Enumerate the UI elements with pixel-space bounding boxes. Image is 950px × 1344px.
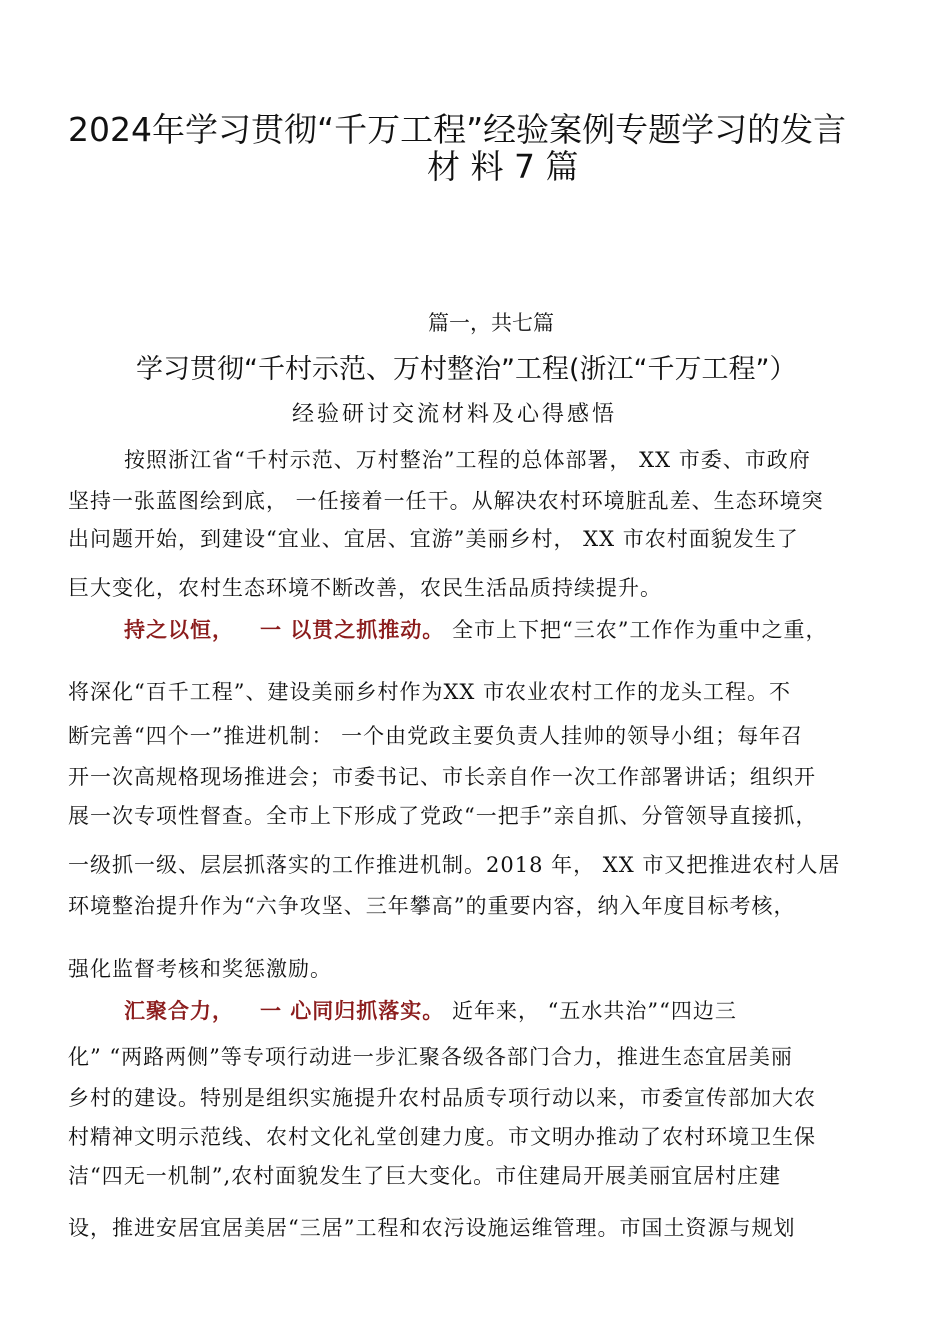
paragraph-line: 一级抓一级、层层抓落实的工作推进机制。2018 年， XX 市又把推进农村人居 [68, 853, 841, 877]
paragraph-line: 环境整治提升作为“六争攻坚、三年攀高”的重要内容，纳入年度目标考核， [68, 894, 796, 918]
paragraph-line: 断完善“四个一”推进机制： 一个由党政主要负责人挂帅的领导小组；每年召 [68, 724, 804, 748]
paragraph-line: 设，推进安居宜居美居“三居”工程和农污设施运维管理。市国土资源与规划 [68, 1216, 796, 1240]
section-label: 篇一，共七篇 [428, 311, 554, 335]
paragraph-line: 村精神文明示范线、农村文化礼堂创建力度。市文明办推动了农村环境卫生保 [68, 1125, 816, 1149]
paragraph-line: 展一次专项性督查。全市上下形成了党政“一把手”亲自抓、分管领导直接抓， [68, 804, 818, 828]
paragraph-first-line [124, 995, 737, 1025]
subtitle-line1: 学习贯彻“千村示范、万村整治”工程(浙江“千万工程”） [136, 354, 797, 385]
section-heading: 持之以恒， [124, 617, 234, 642]
subtitle-line2: 经验研讨交流材料及心得感悟 [292, 402, 618, 427]
paragraph-first-line [124, 614, 827, 644]
paragraph-text: 近年来， “五水共治”“四边三 [444, 999, 737, 1023]
paragraph-line: 乡村的建设。特别是组织实施提升农村品质专项行动以来，市委宣传部加大农 [68, 1086, 816, 1110]
paragraph-line: 出问题开始，到建设“宜业、宜居、宜游”美丽乡村， XX 市农村面貌发生了 [68, 527, 799, 551]
paragraph-text: 全市上下把“三农”工作作为重中之重， [444, 618, 828, 642]
section-heading: 一 以贯之抓推动。 [260, 617, 445, 642]
paragraph-line: 将深化“百千工程”、建设美丽乡村作为XX 市农业农村工作的龙头工程。不 [68, 680, 792, 704]
paragraph-line: 巨大变化，农村生态环境不断改善，农民生活品质持续提升。 [68, 576, 662, 600]
paragraph-line: 坚持一张蓝图绘到底， 一任接着一任干。从解决农村环境脏乱差、生态环境突 [68, 489, 824, 513]
section-heading: 汇聚合力， [124, 998, 234, 1023]
paragraph-line: 强化监督考核和奖惩激励。 [68, 957, 332, 981]
section-heading: 一 心同归抓落实。 [260, 998, 445, 1023]
paragraph-line: 开一次高规格现场推进会；市委书记、市长亲自作一次工作部署讲话；组织开 [68, 765, 816, 789]
document-title-line1: 2024年学习贯彻“千万工程”经验案例专题学习的发言 [68, 110, 847, 149]
paragraph-line: 化” “两路两侧”等专项行动进一步汇聚各级各部门合力，推进生态宜居美丽 [68, 1045, 793, 1069]
paragraph-line: 按照浙江省“千村示范、万村整治”工程的总体部署， XX 市委、市政府 [124, 448, 811, 472]
document-title-line2: 材 料 7 篇 [427, 147, 579, 186]
paragraph-line: 洁“四无一机制”,农村面貌发生了巨大变化。市住建局开展美丽宜居村庄建 [68, 1164, 782, 1188]
